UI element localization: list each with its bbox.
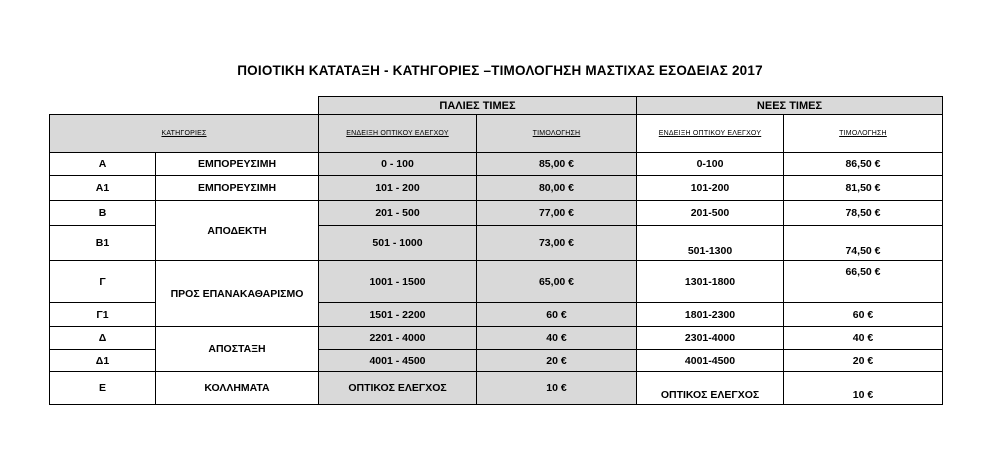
new-price: 20 €: [784, 350, 943, 372]
old-range: 4001 - 4500: [319, 350, 477, 372]
table-row: [50, 153, 943, 176]
header-row-groups: [50, 97, 943, 115]
old-range: 501 - 1000: [319, 226, 477, 261]
category-group: ΑΠΟΣΤΑΞΗ: [156, 327, 319, 372]
category-code: Α: [50, 153, 156, 176]
category-code: Β1: [50, 226, 156, 261]
pricing-table: [49, 96, 943, 405]
new-price: 86,50 €: [784, 153, 943, 176]
new-price: 78,50 €: [784, 201, 943, 226]
category-code: Δ: [50, 327, 156, 350]
new-range: 2301-4000: [637, 327, 784, 350]
header-old-pricing: ΤΙΜΟΛΟΓΗΣΗ: [477, 115, 637, 153]
header-empty: [50, 97, 319, 115]
old-range: 101 - 200: [319, 176, 477, 201]
old-range: 1001 - 1500: [319, 261, 477, 303]
old-range: 0 - 100: [319, 153, 477, 176]
old-range: 2201 - 4000: [319, 327, 477, 350]
category-code: Β: [50, 201, 156, 226]
header-old-indication: ΕΝΔΕΙΞΗ ΟΠΤΙΚΟΥ ΕΛΕΓΧΟΥ: [319, 115, 477, 153]
old-price: 65,00 €: [477, 261, 637, 303]
category-group: ΚΟΛΛΗΜΑΤΑ: [156, 372, 319, 405]
new-price: 81,50 €: [784, 176, 943, 201]
category-code: Α1: [50, 176, 156, 201]
page-title: ΠΟΙΟΤΙΚΗ ΚΑΤΑΤΑΞΗ - ΚΑΤΗΓΟΡΙΕΣ –ΤΙΜΟΛΟΓΗΣΗ ΜΑΣΤΙΧΑΣ ΕΣΟΔΕΙΑΣ 2017: [237, 63, 763, 78]
category-group: ΠΡΟΣ ΕΠΑΝΑΚΑΘΑΡΙΣΜΟ: [156, 261, 319, 327]
table-row: [50, 327, 943, 350]
category-group: ΕΜΠΟΡΕΥΣΙΜΗ: [156, 153, 319, 176]
table-row: [50, 201, 943, 226]
new-range: 201-500: [637, 201, 784, 226]
new-range: 501-1300: [637, 226, 784, 261]
old-price: 20 €: [477, 350, 637, 372]
header-categories: ΚΑΤΗΓΟΡΙΕΣ: [50, 115, 319, 153]
category-group: ΑΠΟΔΕΚΤΗ: [156, 201, 319, 261]
new-range: ΟΠΤΙΚΟΣ ΕΛΕΓΧΟΣ: [637, 372, 784, 405]
old-price: 77,00 €: [477, 201, 637, 226]
new-price: 10 €: [784, 372, 943, 405]
table-row: [50, 261, 943, 303]
header-new-prices: ΝΕΕΣ ΤΙΜΕΣ: [637, 97, 943, 115]
old-price: 60 €: [477, 303, 637, 327]
new-range: 101-200: [637, 176, 784, 201]
old-price: 80,00 €: [477, 176, 637, 201]
old-price: 73,00 €: [477, 226, 637, 261]
header-old-prices: ΠΑΛΙΕΣ ΤΙΜΕΣ: [319, 97, 637, 115]
category-code: Δ1: [50, 350, 156, 372]
category-code: Γ: [50, 261, 156, 303]
old-range: ΟΠΤΙΚΟΣ ΕΛΕΓΧΟΣ: [319, 372, 477, 405]
new-range: 4001-4500: [637, 350, 784, 372]
old-price: 10 €: [477, 372, 637, 405]
old-price: 85,00 €: [477, 153, 637, 176]
table-row: [50, 176, 943, 201]
new-price: 66,50 €: [784, 261, 943, 303]
category-group: ΕΜΠΟΡΕΥΣΙΜΗ: [156, 176, 319, 201]
header-row-columns: [50, 115, 943, 153]
new-price: 74,50 €: [784, 226, 943, 261]
old-range: 201 - 500: [319, 201, 477, 226]
category-code: Γ1: [50, 303, 156, 327]
old-price: 40 €: [477, 327, 637, 350]
category-code: Ε: [50, 372, 156, 405]
new-price: 40 €: [784, 327, 943, 350]
new-range: 1301-1800: [637, 261, 784, 303]
new-price: 60 €: [784, 303, 943, 327]
new-range: 0-100: [637, 153, 784, 176]
table-row: [50, 372, 943, 405]
header-new-pricing: ΤΙΜΟΛΟΓΗΣΗ: [784, 115, 943, 153]
new-range: 1801-2300: [637, 303, 784, 327]
header-new-indication: ΕΝΔΕΙΞΗ ΟΠΤΙΚΟΥ ΕΛΕΓΧΟΥ: [637, 115, 784, 153]
old-range: 1501 - 2200: [319, 303, 477, 327]
